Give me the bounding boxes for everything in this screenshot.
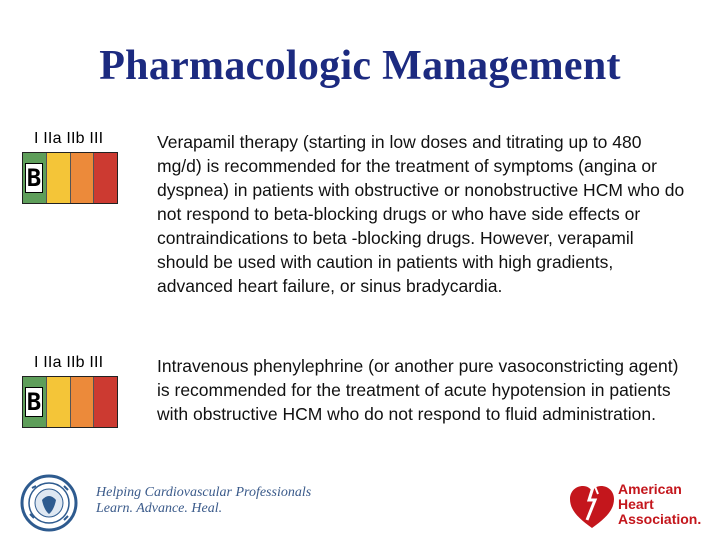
recommendation-text: Intravenous phenylephrine (or another pure vasoconstricting agent) is recommended for the treatment of acute hypotension in patients with obstructive HCM who do not respond to fluid administration.	[157, 356, 679, 424]
aha-line1: American	[618, 481, 682, 497]
class-iii-segment	[94, 153, 117, 203]
class-labels: I IIa IIb III	[34, 130, 104, 147]
acc-tagline	[96, 485, 311, 517]
class-iib-segment	[71, 153, 95, 203]
slide-title: Pharmacologic Management	[99, 43, 621, 89]
acc-tagline-line2: Learn. Advance. Heal.	[96, 501, 223, 516]
level-of-evidence-badge: B	[26, 164, 42, 192]
class-i-segment	[23, 377, 47, 427]
acc-tagline-line1: Helping Cardiovascular Professionals	[96, 485, 312, 500]
aha-line3: Association.	[618, 511, 702, 527]
aha-wordmark	[618, 482, 701, 527]
class-iii-segment	[94, 377, 117, 427]
class-color-bar	[22, 376, 118, 428]
class-iia-segment	[47, 153, 71, 203]
class-iib-segment	[71, 377, 95, 427]
recommendation-text: Verapamil therapy (starting in low doses and titrating up to 480 mg/d) is recommended for the treatment of symptoms (angina or dyspnea) in patients with obstructive or nonobstructive HCM who do not respond to beta-blocking drugs or who have side effects or contraindications to beta -blocking drugs. However, verapamil should be used with caution in patients with high gradients, advanced heart failure, or sinus bradycardia.	[157, 132, 685, 296]
class-i-segment	[23, 153, 47, 203]
aha-heart-torch-icon	[568, 480, 616, 532]
footer	[0, 466, 720, 540]
class-iia-segment	[47, 377, 71, 427]
aha-line2: Heart	[618, 496, 654, 512]
class-color-bar	[22, 152, 118, 204]
acc-seal-logo	[20, 474, 78, 532]
level-of-evidence-badge: B	[26, 388, 42, 416]
class-labels: I IIa IIb III	[34, 354, 104, 371]
